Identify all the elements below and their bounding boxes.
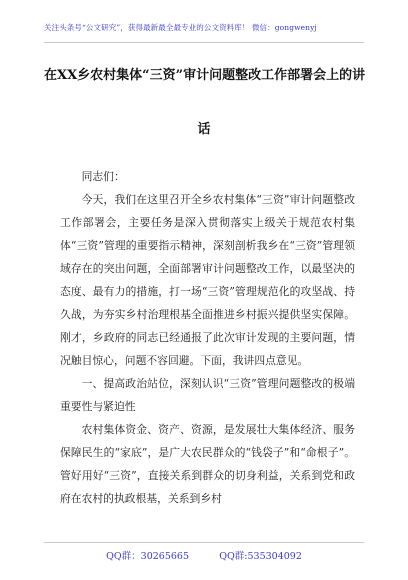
- document-title-line-2: 话: [197, 122, 211, 137]
- header-divider: [44, 42, 364, 43]
- footer-contact: [44, 548, 364, 562]
- footer-divider: [44, 542, 364, 543]
- document-title-line-1: 在XX乡农村集体“三资”审计问题整改工作部署会上的讲: [44, 68, 366, 83]
- footer-qq-group-1: QQ群：30265665: [106, 551, 190, 562]
- salutation: 同志们：: [81, 170, 125, 183]
- section-heading-1: 一、提高政治站位，深刻认识“三资”管理问题整改的极端重要性与紧迫性: [60, 377, 355, 413]
- paragraph-section-1: 农村集体资金、资产、资源，是发展壮大集体经济、服务保障民生的“家底”，是广大农民群众的“钱袋子”和“命根子”。管好用好“三资”，直接关系到群众的切身利益，关系到党和政府在农村的执政根基，关系到乡村: [60, 423, 355, 505]
- paragraph-intro: 今天，我们在这里召开全乡农村集体“三资”审计问题整改工作部署会，主要任务是深入贯彻落实上级关于规范农村集体“三资”管理的重要指示精神，深刻剖析我乡在“三资”管理领域存在的突出问题，全面部署审计问题整改工作，以最坚决的态度、最有力的措施，打一场“三资”管理规范化的攻坚战、持久战，为夯实乡村治理根基全面推进乡村振兴提供坚实保障。刚才，乡政府的同志已经通报了此次审计发现的主要问题，情况触目惊心，问题不容回避。下面，我讲四点意见。: [60, 193, 355, 367]
- footer-qq-group-2: QQ群:535304092: [219, 551, 302, 562]
- header-promo-text: 关注头条号“公文研究”，获得最新最全最专业的公文资料库！ 微信：gongwenyj: [44, 23, 317, 32]
- document-body: [60, 165, 355, 510]
